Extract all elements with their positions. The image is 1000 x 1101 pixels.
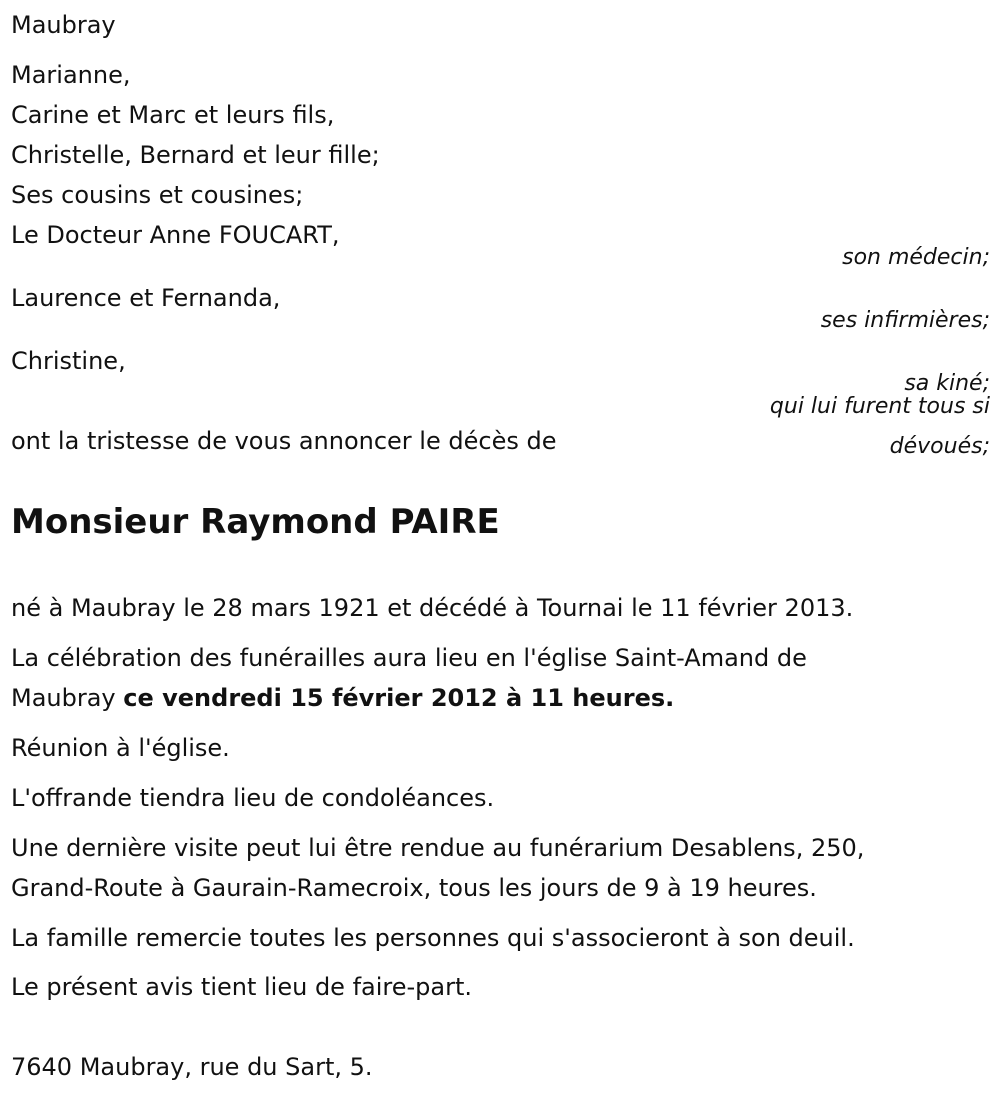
offering-text: L'offrande tiendra lieu de condoléances. xyxy=(11,784,495,812)
funeral-line-2 xyxy=(11,684,674,712)
family-line-doctor: Le Docteur Anne FOUCART, xyxy=(11,221,340,249)
notice-text: Le présent avis tient lieu de faire-part. xyxy=(11,973,473,1001)
nurses-names: Laurence et Fernanda, xyxy=(11,284,281,312)
doctor-role: son médecin; xyxy=(842,245,990,270)
birth-death-text: né à Maubray le 28 mars 1921 et décédé à Tournai le 11 février 2013. xyxy=(11,594,854,622)
family-line-carine-marc: Carine et Marc et leurs fils, xyxy=(11,101,335,129)
funeral-place: Maubray xyxy=(11,684,124,712)
nurses-role: ses infirmières; xyxy=(820,308,990,333)
address-text: 7640 Maubray, rue du Sart, 5. xyxy=(11,1053,373,1081)
family-line-cousins: Ses cousins et cousines; xyxy=(11,181,304,209)
devotion-line-2: dévoués; xyxy=(889,434,990,459)
village-heading: Maubray xyxy=(11,11,116,39)
physio-role: sa kiné; xyxy=(904,371,990,396)
meeting-text: Réunion à l'église. xyxy=(11,734,230,762)
visit-line-2: Grand-Route à Gaurain-Ramecroix, tous les jours de 9 à 19 heures. xyxy=(11,874,817,902)
thanks-text: La famille remercie toutes les personnes qui s'associeront à son deuil. xyxy=(11,924,855,952)
announcement-text: ont la tristesse de vous annoncer le décès de xyxy=(11,427,557,455)
funeral-line-1: La célébration des funérailles aura lieu en l'église Saint-Amand de xyxy=(11,644,807,672)
funeral-date-time: ce vendredi 15 février 2012 à 11 heures. xyxy=(123,684,675,712)
family-line-christelle-bernard: Christelle, Bernard et leur fille; xyxy=(11,141,380,169)
family-line-marianne: Marianne, xyxy=(11,61,131,89)
visit-line-1: Une dernière visite peut lui être rendue au funérarium Desablens, 250, xyxy=(11,834,865,862)
deceased-name: Monsieur Raymond PAIRE xyxy=(11,502,500,542)
devotion-line-1: qui lui furent tous si xyxy=(769,394,990,419)
physio-name: Christine, xyxy=(11,347,126,375)
